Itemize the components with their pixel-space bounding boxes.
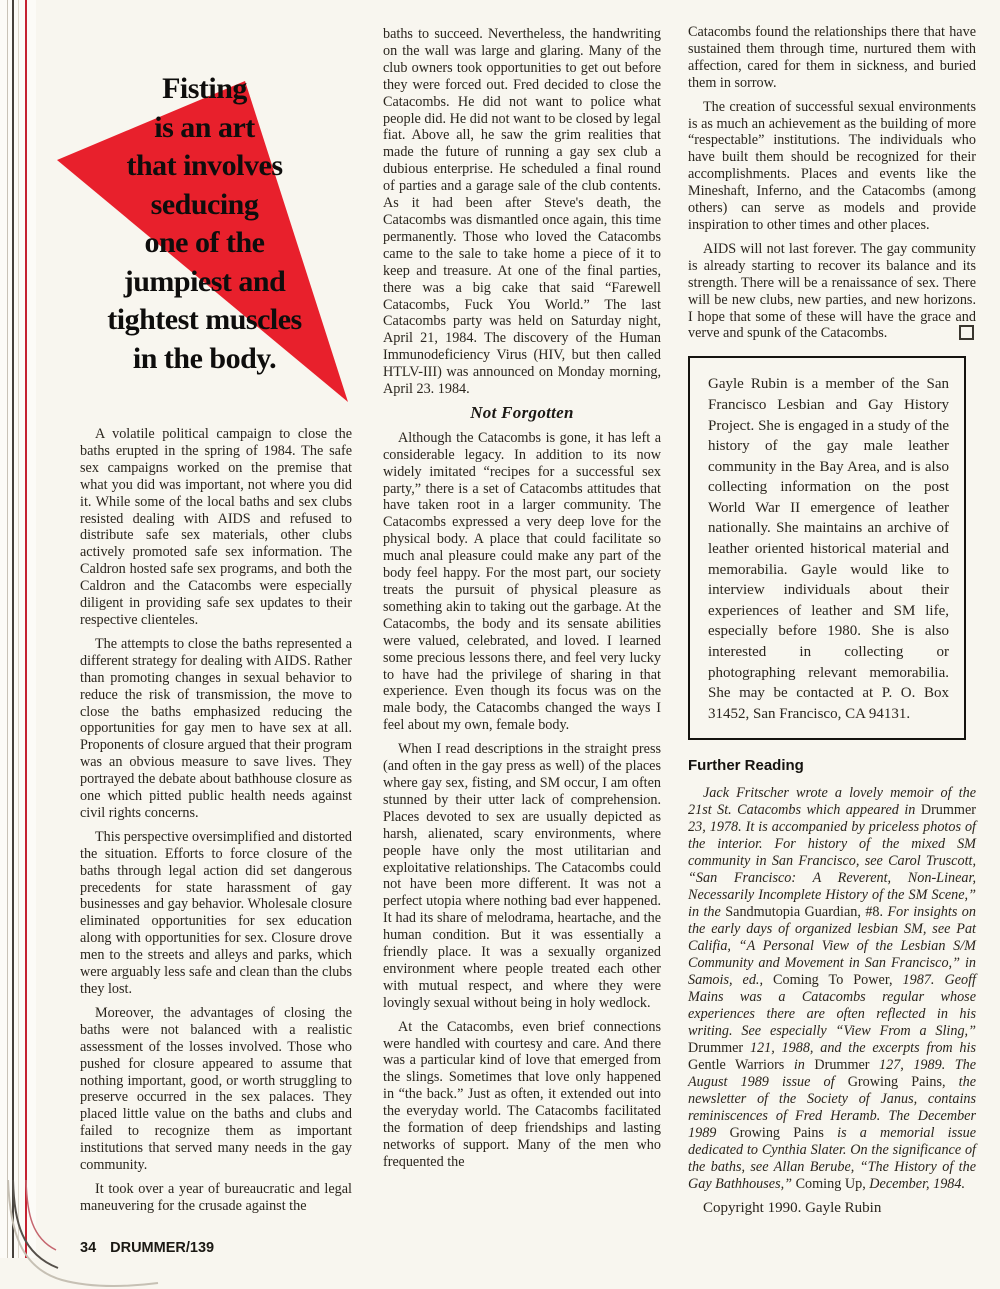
page-footer	[80, 1240, 214, 1256]
body-paragraph: The creation of successful sexual environments is as much an achievement as the building of more “respectable” institutions. The individuals who have built them should be recognized for their accomplishments. Places and events like the Mineshaft, Inferno, and the Catacombs (among others) can serve as models and provide inspiration to other times and other places.	[688, 98, 976, 233]
body-paragraph: This perspective oversimplified and distorted the situation. Efforts to force closure of the baths through legal action did set dangerous precedents for state harassment of gay businesses and gay behavior. Wholesale closure eliminated opportunities for sex education along with opportunities for sex. Closure drove men to the streets and alleys and parks, which were arguably less safe and clean than the clubs they lost.	[80, 828, 352, 997]
bio-box-text: Gayle Rubin is a member of the San Francisco Lesbian and Gay History Project. She is engaged in a study of the history of the gay male leather community in the Bay Area, and is also collecting information on the post World War II emergence of leather nationally. She maintains an archive of leather oriented historical material and memorabilia. Gayle would like to interview individuals about their experiences of leather and SM life, especially before 1980. She is also interested in collecting or photographing relevant memorabilia. She may be contacted at P. O. Box 31452, San Francisco, CA 94131.	[708, 376, 949, 722]
pull-quote-line: seducing	[150, 187, 259, 221]
pull-quote-line: tightest muscles	[107, 303, 302, 336]
copyright-line: Copyright 1990. Gayle Rubin	[703, 1200, 882, 1217]
paragraph-text: AIDS will not last forever. The gay community is already starting to recover its balance and its strength. There will be a renaissance of sex. There will be new clubs, new parties, and new horizons. I hope that some of these will have the grace and verve and spunk of the Catacombs.	[688, 240, 976, 342]
body-paragraph: At the Catacombs, even brief connections were handled with courtesy and care. And there was a particular kind of love that emerged from the slings. Sometimes that love only happened in “the back.” Just as often, it extended out into the everyday world. The Catacombs facilitated the formation of deep friendships and lasting networks of support. Many of the men who frequented the	[383, 1018, 661, 1170]
pull-quote-line: in the body.	[132, 341, 277, 375]
body-paragraph: It took over a year of bureaucratic and legal maneuvering for the crusade against the	[80, 1180, 352, 1214]
body-paragraph: A volatile political campaign to close the baths erupted in the spring of 1984. The safe sex campaigns worked on the premise that what you did was important, not where you did it. While some of the local baths and sex clubs resisted dealing with AIDS and refused to distribute safe sex materials, other clubs actively promoted safe sex information. The Caldron hosted safe sex programs, and both the Caldron and the Catacombs were especially diligent in providing safe sex updates to their respective clienteles.	[80, 426, 352, 628]
body-paragraph: Moreover, the advantages of closing the baths were not balanced with a realistic assessment of the losses involved. Those who pushed for closure appeared to assume that nothing important, good, or worth struggling to preserve occurred in the sex palaces. They placed little value on the baths and clubs and failed to recognize them as important institutions that served many needs in the gay community.	[80, 1004, 352, 1174]
pull-quote-line: one of the	[144, 226, 265, 259]
body-paragraph	[688, 241, 976, 342]
page-number: 34	[80, 1240, 97, 1256]
page-edge	[0, 0, 36, 1258]
pull-quote-line: that involves	[126, 149, 283, 182]
pull-quote-line: is an art	[154, 110, 255, 144]
section-heading-not-forgotten: Not Forgotten	[470, 402, 574, 422]
further-reading-text: Jack Fritscher wrote a lovely memoir of the 21st St. Catacombs which appeared in Drummer 23, 1978. It is accompanied by priceless photos of the interior. For history of the mixed SM community in San Francisco, see Carol Truscott, “San Francisco: A Reverent, Non-Linear, Necessarily Incomplete History of the SM Scene,” in the Sandmutopia Guardian, #8. For insights on the early days of organized lesbian SM, see Pat Califia, “A Personal View of the Lesbian S/M Community and Movement in San Francisco,” in Samois, ed., Coming To Power, 1987. Geoff Mains was a Catacombs regular whose experiences there are often reflected in his writing. See especially “View From a Sling,” Drummer 121, 1988, and the excerpts from his Gentle Warriors in Drummer 127, 1989. The August 1989 issue of Growing Pains, the newsletter of the Society of Janus, contains reminiscences of Fred Heramb. The December 1989 Growing Pains is a memorial issue dedicated to Cynthia Slater. On the significance of the baths, see Allan Berube, “The History of the Gay Bathhouses,” Coming Up, December, 1984.	[688, 785, 976, 1193]
magazine-title: DRUMMER/139	[110, 1240, 215, 1256]
pull-quote-line: Fisting	[162, 72, 247, 105]
article-column-1	[80, 426, 352, 1222]
article-column-3	[688, 24, 976, 1224]
further-reading-heading: Further Reading	[688, 757, 804, 775]
pull-quote-line: jumpiest and	[123, 264, 286, 298]
body-paragraph: Although the Catacombs is gone, it has left a considerable legacy. In addition to its now widely imitated “recipes for a successful sex party,” there is a set of Catacombs attitudes that have taken root in a larger community. The Catacombs expressed a very deep love for the physical body. A place that could facilitate so much anal pleasure could make any part of the body feel happy. For the most part, our society treats the pursuit of physical pleasure as something akin to taking out the garbage. At the Catacombs, the body and its sensate abilities were valued, celebrated, and loved. I learned some precious lessons there, and feel very lucky to have had the privilege of sharing in that experience. Even though its focus was on the male body, the Catacombs changed the ways I feel about my own, female body.	[383, 429, 661, 734]
article-column-2	[383, 26, 661, 1178]
page-edge-line	[7, 0, 8, 1258]
page-edge-line	[25, 0, 27, 1258]
pull-quote	[57, 58, 357, 418]
end-of-article-mark	[959, 325, 974, 340]
body-paragraph: baths to succeed. Nevertheless, the handwriting on the wall was large and glaring. Many of the club owners took opportunities to get out before they were forced out. Fred decided to close the Catacombs. He did not want to police what people did. He did not want to be closed by legal fiat. Above all, he saw the grim realities that made the future of running a gay sex club a dubious enterprise. He scheduled a final round of parties and a garage sale of the club contents. As it had been after Steve's death, the Catacombs was dismantled once again, this time permanently. Those who loved the Catacombs came to the sale to take home a piece of it to keep and treasure. At one of the final parties, there was a big cake that said “Farewell Catacombs, Fuck You World.” The last Catacombs party was held on Saturday night, April 21, 1984. The discovery of the Human Immunodeficiency Virus (HIV, but then called HTLV-III) was announced on Monday morning, April 23. 1984.	[383, 26, 661, 398]
bio-box	[688, 356, 966, 740]
page-edge-line	[12, 0, 14, 1258]
body-paragraph: The attempts to close the baths represented a different strategy for dealing with AIDS. Rather than promoting changes in sexual behavior to reduce the risk of transmission, the move to close the baths emphasized reducing the opportunities for gay men to have sex at all. Proponents of closure argued that their program was an obvious measure to save lives. They portrayed the debate about bathhouse closure as one which pitted public health needs against civil rights concerns.	[80, 635, 352, 821]
pull-quote-text	[57, 70, 352, 378]
body-paragraph: Catacombs found the relationships there that have sustained them through time, nurtured them with affection, cared for them in sickness, and buried them in sorrow.	[688, 24, 976, 91]
page-edge-line	[18, 0, 19, 1258]
body-paragraph: When I read descriptions in the straight press (and often in the gay press as well) of the places where gay sex, fisting, and SM occur, I am often stunned by their utter lack of comprehension. Places devoted to sex are usually depicted as harsh, alienated, scary environments, where people have only the most utilitarian and exploitative relationships. The Catacombs could not have been more different. It was not a perfect utopia where nothing bad ever happened. It had its share of melodrama, heartache, and the human condition. But it was essentially a friendly place. It was a sexually organized environment where people treated each other with mutual respect, and where they were lovingly sexual without being in holy wedlock.	[383, 741, 661, 1011]
